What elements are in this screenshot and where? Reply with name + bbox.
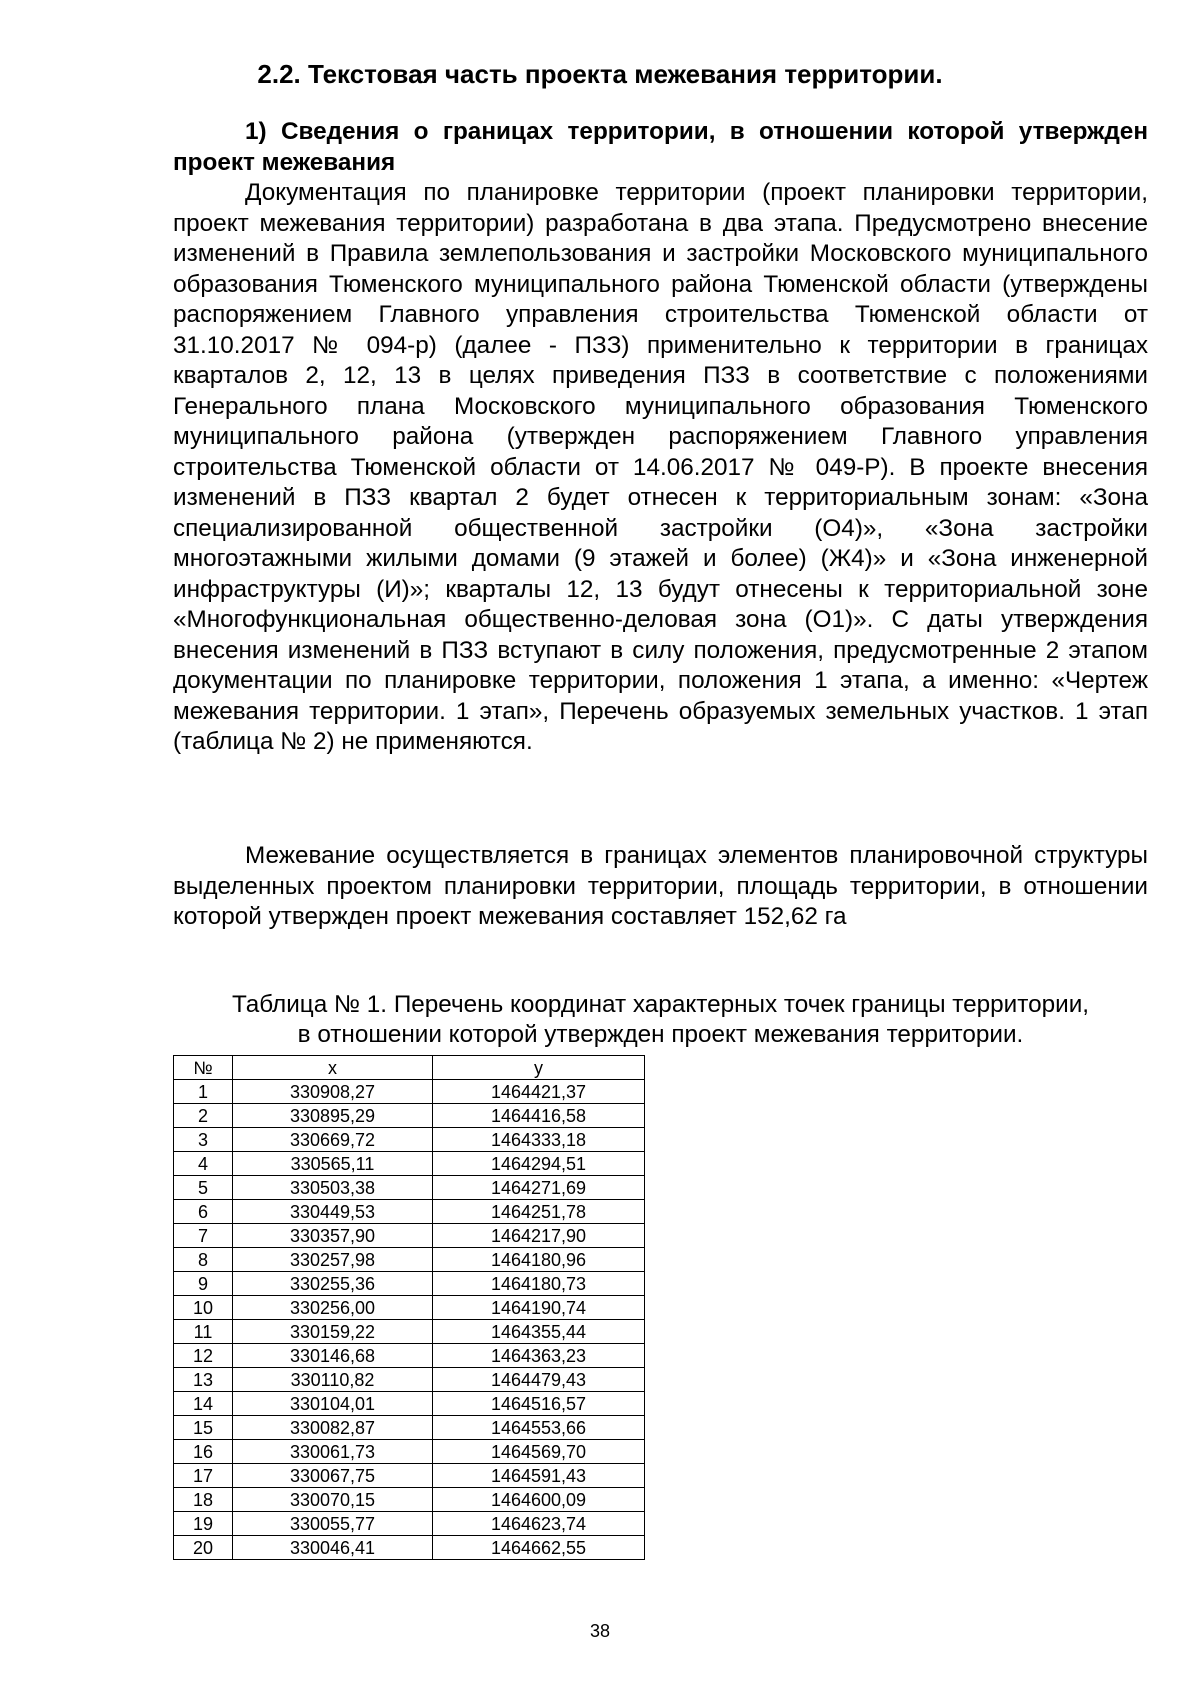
table-row bbox=[174, 1104, 645, 1128]
cell-x: 330357,90 bbox=[233, 1224, 433, 1248]
table-caption-line-1: Таблица № 1. Перечень координат характерных точек границы территории, bbox=[231, 991, 1090, 1018]
cell-x: 330046,41 bbox=[233, 1536, 433, 1560]
table-header-row bbox=[174, 1056, 645, 1080]
cell-y: 1464553,66 bbox=[433, 1416, 645, 1440]
cell-y: 1464217,90 bbox=[433, 1224, 645, 1248]
cell-num: 12 bbox=[174, 1344, 233, 1368]
cell-y: 1464251,78 bbox=[433, 1200, 645, 1224]
cell-y: 1464416,58 bbox=[433, 1104, 645, 1128]
cell-x: 330110,82 bbox=[233, 1368, 433, 1392]
table-row bbox=[174, 1176, 645, 1200]
cell-num: 20 bbox=[174, 1536, 233, 1560]
table-row bbox=[174, 1536, 645, 1560]
table-row bbox=[174, 1464, 645, 1488]
header-x: x bbox=[233, 1056, 433, 1080]
cell-x: 330055,77 bbox=[233, 1512, 433, 1536]
paragraph-documentation: Документация по планировке территории (проект планировки территории, проект межевания территории) разработана в два этапа. Предусмотрено внесение изменений в Правила землепользования и застройки Московского муниципального образования Тюменского муниципального района Тюменской области (утверждены распоряжением Главного управления строительства Тюменской области от 31.10.2017 № 094-р) (далее - ПЗЗ) применительно к территории в границах кварталов 2, 12, 13 в целях приведения ПЗЗ в соответствие с положениями Генерального плана Московского муниципального образования Тюменского муниципального района (утвержден распоряжением Главного управления строительства Тюменской области от 14.06.2017 № 049-Р). В проекте внесения изменений в ПЗЗ квартал 2 будет отнесен к территориальным зонам: «Зона специализированной общественной застройки (О4)», «Зона застройки многоэтажными жилыми домами (9 этажей и более) (Ж4)» и «Зона инженерной инфраструктуры (И)»; кварталы 12, 13 будут отнесены к территориальной зоне «Многофункциональная общественно-деловая зона (О1)». С даты утверждения внесения изменений в ПЗЗ вступают в силу положения, предусмотренные 2 этапом документации по планировке территории, положения 1 этапа, а именно: «Чертеж межевания территории. 1 этап», Перечень образуемых земельных участков. 1 этап (таблица № 2) не применяются. bbox=[173, 179, 1148, 755]
cell-num: 7 bbox=[174, 1224, 233, 1248]
table-row bbox=[174, 1296, 645, 1320]
table-row bbox=[174, 1344, 645, 1368]
cell-x: 330449,53 bbox=[233, 1200, 433, 1224]
cell-num: 9 bbox=[174, 1272, 233, 1296]
cell-y: 1464591,43 bbox=[433, 1464, 645, 1488]
table-row bbox=[174, 1368, 645, 1392]
paragraph-surveying: Межевание осуществляется в границах элементов планировочной структуры выделенных проектом планировки территории, площадь территории, в отношении которой утвержден проект межевания составляет 152,62 га bbox=[173, 842, 1148, 930]
coordinates-table bbox=[173, 1055, 645, 1560]
cell-x: 330067,75 bbox=[233, 1464, 433, 1488]
cell-x: 330082,87 bbox=[233, 1416, 433, 1440]
cell-y: 1464363,23 bbox=[433, 1344, 645, 1368]
table-row bbox=[174, 1200, 645, 1224]
cell-num: 8 bbox=[174, 1248, 233, 1272]
cell-num: 13 bbox=[174, 1368, 233, 1392]
table-caption bbox=[173, 990, 1148, 1050]
table-row bbox=[174, 1224, 645, 1248]
cell-x: 330256,00 bbox=[233, 1296, 433, 1320]
table-row bbox=[174, 1392, 645, 1416]
cell-y: 1464479,43 bbox=[433, 1368, 645, 1392]
cell-x: 330908,27 bbox=[233, 1080, 433, 1104]
cell-y: 1464271,69 bbox=[433, 1176, 645, 1200]
cell-y: 1464180,73 bbox=[433, 1272, 645, 1296]
page-number: 38 bbox=[589, 1621, 611, 1641]
cell-y: 1464569,70 bbox=[433, 1440, 645, 1464]
section-title: 2.2. Текстовая часть проекта межевания территории. bbox=[257, 59, 943, 89]
cell-x: 330061,73 bbox=[233, 1440, 433, 1464]
header-y: y bbox=[433, 1056, 645, 1080]
cell-x: 330565,11 bbox=[233, 1152, 433, 1176]
section-heading: 1) Сведения о границах территории, в отношении которой утвержден проект межевания bbox=[173, 118, 1148, 176]
cell-num: 6 bbox=[174, 1200, 233, 1224]
cell-num: 16 bbox=[174, 1440, 233, 1464]
cell-x: 330146,68 bbox=[233, 1344, 433, 1368]
cell-num: 11 bbox=[174, 1320, 233, 1344]
cell-y: 1464180,96 bbox=[433, 1248, 645, 1272]
cell-num: 19 bbox=[174, 1512, 233, 1536]
cell-y: 1464294,51 bbox=[433, 1152, 645, 1176]
cell-y: 1464662,55 bbox=[433, 1536, 645, 1560]
cell-x: 330503,38 bbox=[233, 1176, 433, 1200]
cell-num: 15 bbox=[174, 1416, 233, 1440]
cell-y: 1464421,37 bbox=[433, 1080, 645, 1104]
table-row bbox=[174, 1416, 645, 1440]
table-row bbox=[174, 1488, 645, 1512]
cell-num: 10 bbox=[174, 1296, 233, 1320]
cell-y: 1464333,18 bbox=[433, 1128, 645, 1152]
cell-num: 18 bbox=[174, 1488, 233, 1512]
table-row bbox=[174, 1152, 645, 1176]
cell-num: 17 bbox=[174, 1464, 233, 1488]
cell-y: 1464355,44 bbox=[433, 1320, 645, 1344]
cell-x: 330159,22 bbox=[233, 1320, 433, 1344]
cell-y: 1464190,74 bbox=[433, 1296, 645, 1320]
table-row bbox=[174, 1320, 645, 1344]
cell-x: 330255,36 bbox=[233, 1272, 433, 1296]
header-num: № bbox=[174, 1056, 233, 1080]
table-row bbox=[174, 1248, 645, 1272]
table-row bbox=[174, 1512, 645, 1536]
table-row bbox=[174, 1128, 645, 1152]
table-row bbox=[174, 1272, 645, 1296]
cell-y: 1464516,57 bbox=[433, 1392, 645, 1416]
table-row bbox=[174, 1080, 645, 1104]
cell-x: 330104,01 bbox=[233, 1392, 433, 1416]
cell-y: 1464600,09 bbox=[433, 1488, 645, 1512]
table-body bbox=[174, 1080, 645, 1560]
table-row bbox=[174, 1440, 645, 1464]
cell-x: 330895,29 bbox=[233, 1104, 433, 1128]
cell-num: 3 bbox=[174, 1128, 233, 1152]
cell-x: 330070,15 bbox=[233, 1488, 433, 1512]
cell-num: 14 bbox=[174, 1392, 233, 1416]
table-caption-line-2: в отношении которой утвержден проект межевания территории. bbox=[297, 1021, 1024, 1048]
cell-x: 330257,98 bbox=[233, 1248, 433, 1272]
cell-y: 1464623,74 bbox=[433, 1512, 645, 1536]
cell-num: 2 bbox=[174, 1104, 233, 1128]
cell-num: 4 bbox=[174, 1152, 233, 1176]
cell-num: 5 bbox=[174, 1176, 233, 1200]
cell-x: 330669,72 bbox=[233, 1128, 433, 1152]
cell-num: 1 bbox=[174, 1080, 233, 1104]
